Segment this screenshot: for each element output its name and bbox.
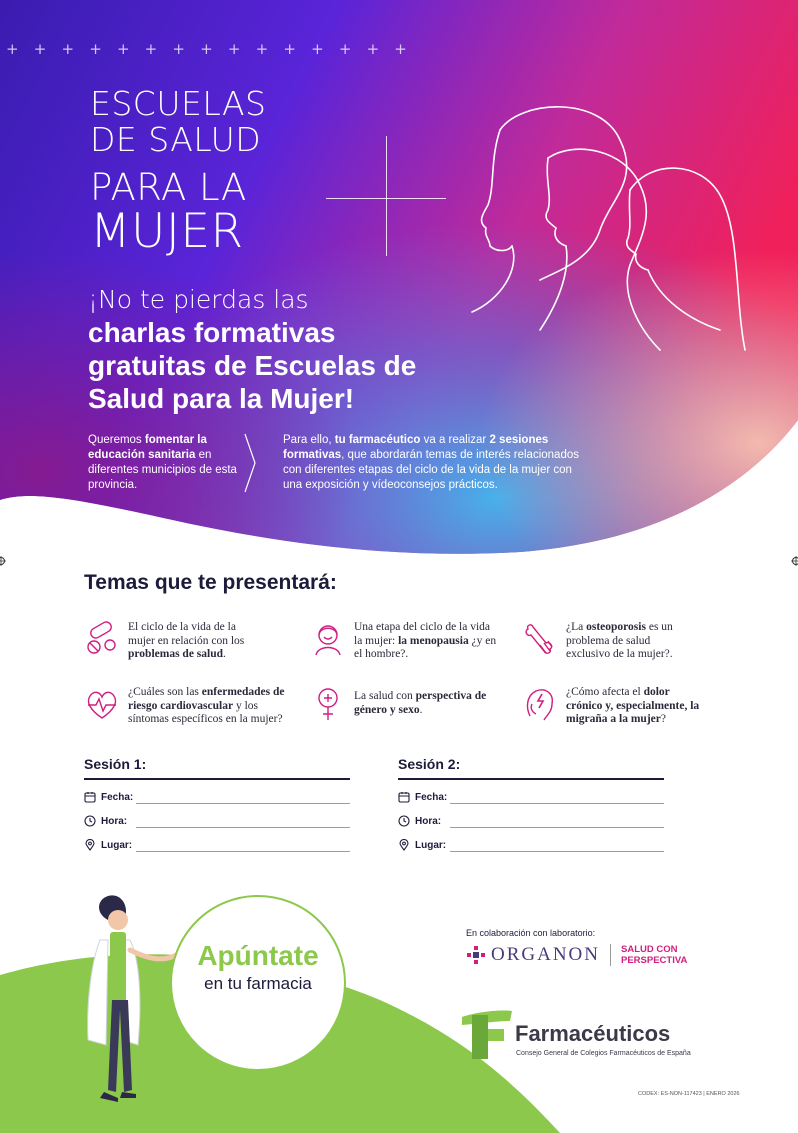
intro-left-text (88, 433, 248, 493)
woman-face-icon (310, 621, 346, 657)
topic-text: ¿La osteoporosis es un problema de salud exclusivo de la mujer?. (566, 621, 673, 660)
hora-label: Hora: (415, 815, 442, 827)
topic-gender-perspective (310, 686, 500, 722)
topic-text: El ciclo de la vida de la mujer en relación con los problemas de salud. (128, 621, 245, 660)
topics-title: Temas que te presentará: (84, 571, 337, 594)
intro-right-pre: Para ello, (283, 434, 335, 446)
lugar-label: Lugar: (101, 839, 133, 851)
session-1-lugar-input[interactable] (136, 851, 350, 852)
pills-icon (84, 621, 120, 657)
session-1-lugar (84, 839, 132, 851)
intro-right-bold2: 2 sesiones formativas (283, 434, 549, 461)
hora-label: Hora: (101, 815, 128, 827)
session-1-divider (84, 778, 350, 780)
session-2-lugar-input[interactable] (450, 851, 664, 852)
bone-icon (522, 621, 558, 657)
session-2-divider (398, 778, 664, 780)
tagline-1: SALUD CON (621, 944, 678, 955)
hero-subtitle (88, 282, 448, 415)
subtitle-light: ¡No te pierdas las (88, 285, 309, 314)
fecha-label: Fecha: (415, 791, 448, 803)
session-2-hora-input[interactable] (450, 827, 664, 828)
hero-banner (0, 0, 798, 560)
location-pin-icon (398, 839, 410, 851)
calendar-icon (84, 791, 96, 803)
topic-chronic-pain (522, 686, 702, 727)
codex-reference: CODEX: ES-NON-117423 | ENERO 2026 (638, 1091, 740, 1097)
lugar-label: Lugar: (415, 839, 447, 851)
session-1-fecha-input[interactable] (136, 803, 350, 804)
cta-subtitle: en tu farmacia (204, 974, 312, 993)
session-2-hora (398, 815, 441, 827)
intro-left-post: en diferentes municipios de esta provincia. (88, 449, 237, 491)
topic-text: La salud con perspectiva de género y sexo. (354, 690, 487, 716)
topic-text: ¿Cómo afecta el dolor crónico y, especialmente, la migraña a la mujer? (566, 686, 700, 725)
session-2-lugar (398, 839, 446, 851)
topic-text: ¿Cuáles son las enfermedades de riesgo cardiovascular y los síntomas específicos en la mujer? (128, 686, 285, 725)
title-line-2: DE SALUD (90, 120, 262, 159)
session-1-fecha (84, 791, 133, 803)
farmaceuticos-subtitle: Consejo General de Colegios Farmacéuticos de España (516, 1050, 691, 1057)
title-line-4: MUJER (90, 204, 244, 259)
clock-icon (398, 815, 410, 827)
organon-logo (466, 944, 687, 966)
session-2-fecha-input[interactable] (450, 803, 664, 804)
intro-right-text (283, 433, 593, 493)
topic-text: Una etapa del ciclo de la vida la mujer: la menopausia ¿y en el hombre?. (354, 621, 497, 660)
session-1-hora-input[interactable] (136, 827, 350, 828)
intro-left-pre: Queremos (88, 434, 145, 446)
cta-title: Apúntate (197, 940, 319, 971)
calendar-icon (398, 791, 410, 803)
organon-name: ORGANON (491, 944, 600, 965)
collab-label: En colaboración con laboratorio: (466, 928, 596, 938)
decorative-plus-row: + + + + + + + + + + + + + + + (6, 40, 413, 58)
organon-tagline (621, 944, 687, 966)
topic-menopause (310, 621, 500, 662)
tagline-2: PERSPECTIVA (621, 955, 688, 966)
topic-osteoporosis (522, 621, 692, 662)
organon-cross-icon (466, 945, 486, 965)
registration-mark-icon (791, 556, 798, 566)
intro-right-post: , que abordarán temas de interés relacionados con diferentes etapas del ciclo de la vida de la mujer con una exposición y vídeoconsejos prácticos. (283, 449, 579, 491)
session-1-hora (84, 815, 127, 827)
title-line-3: PARA LA (90, 166, 247, 209)
session-2-title: Sesión 2: (398, 756, 461, 772)
gender-icon (310, 686, 346, 722)
subtitle-bold: charlas formativas gratuitas de Escuelas de Salud para la Mujer! (88, 317, 417, 414)
registration-mark-icon (0, 556, 6, 566)
farmaceuticos-cross-logo-icon (458, 1003, 514, 1059)
topic-health-problems (84, 621, 264, 662)
logo-separator (610, 944, 611, 966)
session-2-fecha (398, 791, 447, 803)
location-pin-icon (84, 839, 96, 851)
cross-decoration-vertical (386, 136, 387, 256)
topic-cardiovascular (84, 686, 294, 727)
intro-right-mid: va a realizar (420, 434, 490, 446)
chevron-right-icon (243, 432, 257, 494)
title-line-1: ESCUELAS (90, 84, 267, 123)
headache-icon (522, 686, 558, 722)
farmaceuticos-name: Farmacéuticos (515, 1021, 671, 1046)
intro-right-bold1: tu farmacéutico (334, 434, 421, 446)
intro-left-bold: fomentar la educación sanitaria (88, 434, 207, 461)
session-1-title: Sesión 1: (84, 756, 147, 772)
fecha-label: Fecha: (101, 791, 134, 803)
clock-icon (84, 815, 96, 827)
cross-decoration-horizontal (326, 198, 446, 199)
heart-pulse-icon (84, 686, 120, 722)
